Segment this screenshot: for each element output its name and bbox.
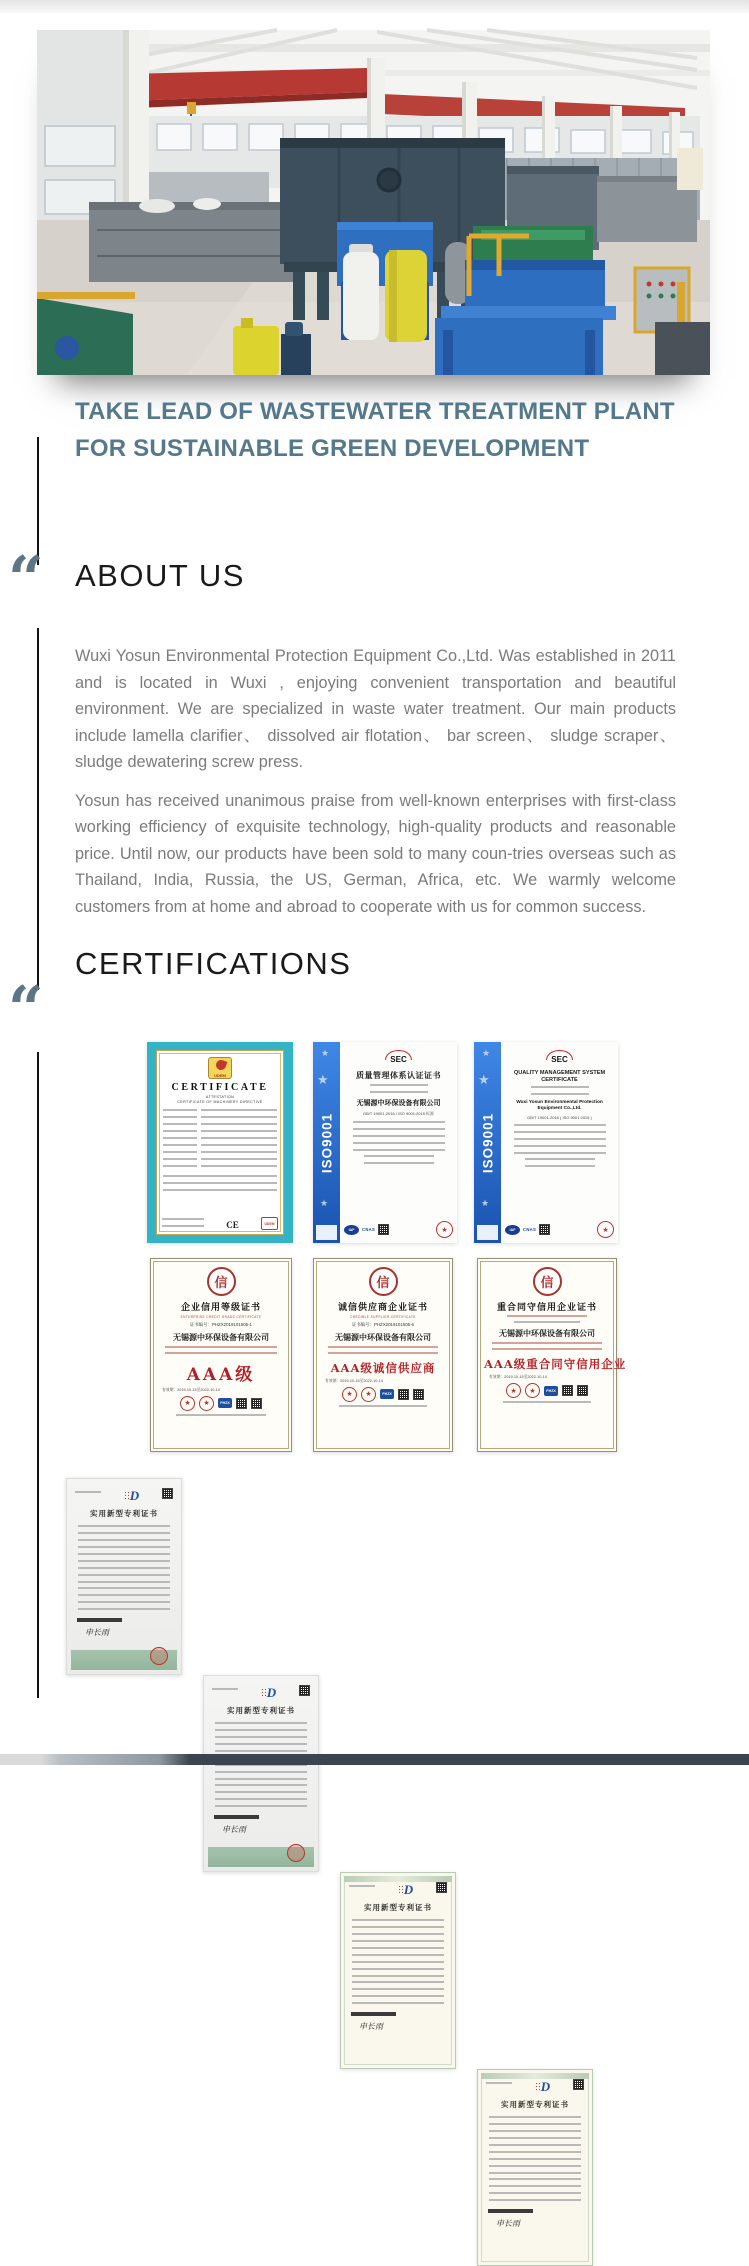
certificate-title: 实用新型专利证书 [501, 2100, 569, 2109]
hero-heading-line2: FOR SUSTAINABLE GREEN DEVELOPMENT [75, 435, 590, 462]
certificate-number: 证书编号：PHZX2019101505-1 [190, 1321, 252, 1327]
qr-code [378, 1224, 389, 1235]
credit-grade-value: AAA级重合同守信用企业 [484, 1357, 627, 1371]
red-seal-icon: ★ [436, 1221, 453, 1238]
red-seal-icon: ★ [597, 1221, 614, 1238]
micro-text-lines [163, 1109, 197, 1171]
commissioner-signature: 申长雨 [359, 2021, 383, 2031]
credit-grade-value: AAA级诚信供应商 [330, 1360, 436, 1375]
certificate-title: 实用新型专利证书 [90, 1509, 158, 1518]
credit-seal-icon: 信 [533, 1267, 562, 1296]
validity-period: 有效期：2019-10-15至2022-10-14 [162, 1387, 220, 1392]
red-stamp-icon: ★ [525, 1383, 540, 1398]
cnipa-logo: D [261, 1685, 276, 1701]
iso9001-side-band [474, 1042, 501, 1243]
certifications-section-title: CERTIFICATIONS [75, 946, 352, 981]
company-name: 无锡源中环保设备有限公司 [499, 1329, 595, 1338]
micro-text-lines [75, 1491, 101, 1496]
micro-text-lines [162, 1218, 204, 1230]
hero-heading [75, 393, 675, 467]
micro-text-lines [352, 1919, 444, 1977]
qr-code [398, 1389, 409, 1400]
quote-icon: “ [8, 972, 40, 1045]
star-icon: ★ [321, 1048, 330, 1058]
credit-seal-icon: 信 [207, 1267, 236, 1296]
cnipa-logo: D [398, 1882, 413, 1898]
ce-mark: CE [226, 1220, 239, 1230]
factory-photo [37, 30, 710, 375]
company-name: 无锡源中环保设备有限公司 [335, 1332, 431, 1342]
certificate-footer [484, 1383, 610, 1398]
qr-code [436, 1882, 447, 1893]
patent-header [486, 2079, 584, 2095]
red-seal-icon [150, 1647, 168, 1665]
red-seal-icon [287, 1844, 305, 1862]
micro-text-lines [328, 1346, 439, 1356]
commissioner-signature: 申长雨 [85, 1627, 109, 1637]
certificate-paper [156, 1050, 284, 1235]
validity-period: 有效期：2019-10-15至2022-10-14 [325, 1378, 383, 1383]
micro-text-lines [503, 1401, 591, 1405]
micro-text-lines [507, 1315, 588, 1318]
micro-text-lines [163, 1175, 277, 1191]
company-name: 无锡源中环保设备有限公司 [356, 1100, 441, 1107]
certificate-subtitle: ATTESTATION [205, 1094, 235, 1099]
phzx-logo: PHZX [544, 1386, 558, 1396]
udem-badge-icon: UDEM [261, 1217, 278, 1230]
qr-code [573, 2079, 584, 2090]
standard-reference: GB/T 19001-2016 ( ISO 9001:2015 ) [527, 1115, 592, 1120]
micro-text-lines [489, 2116, 581, 2174]
certificate-subtitle2: CERTIFICATE OF MACHINERY DIRECTIVE [177, 1100, 263, 1104]
iso9001-label: ISO9001 [480, 1112, 495, 1173]
commissioner-signature: 申长雨 [222, 1824, 246, 1834]
certificate-title: 企业信用等级证书 [180, 1302, 261, 1312]
cnas-logo: CNAS [362, 1227, 376, 1232]
micro-text-lines [489, 2178, 581, 2204]
star-icon: ★ [481, 1198, 490, 1208]
micro-text-lines [486, 2082, 512, 2087]
qr-code [251, 1398, 262, 1409]
cnas-logo: CNAS [523, 1227, 537, 1232]
phzx-logo: PHZX [380, 1389, 394, 1399]
micro-text-lines [165, 1346, 278, 1356]
micro-text-lines [212, 1688, 238, 1693]
cnipa-logo: D [124, 1488, 139, 1504]
redacted-bar [214, 1815, 259, 1819]
certificate-title: 实用新型专利证书 [364, 1903, 432, 1912]
vertical-rule-segment [37, 628, 39, 990]
cnipa-logo: D [535, 2079, 550, 2095]
factory-photo-illustration [37, 30, 710, 375]
certificate-footer [505, 1221, 614, 1238]
phzx-logo: PHZX [218, 1398, 232, 1408]
certificate-credit-grade [150, 1258, 292, 1452]
micro-text-table [163, 1109, 277, 1171]
certificate-contract-credit [477, 1258, 627, 1452]
micro-text-lines [492, 1342, 603, 1352]
certificate-patent-4 [477, 2069, 593, 2266]
red-stamp-icon: ★ [342, 1387, 357, 1402]
micro-text-lines [215, 1784, 307, 1810]
certificate-number: 证书编号：PHZX2019101505-6 [352, 1321, 414, 1327]
iso9001-side-band [313, 1042, 340, 1243]
certificate-machinery-directive [147, 1042, 293, 1243]
certificate-footer [162, 1217, 278, 1230]
micro-text-lines [525, 1158, 595, 1170]
hero-heading-line1: TAKE LEAD OF WASTEWATER TREATMENT PLANT [75, 398, 675, 425]
footer-band [0, 1754, 749, 1765]
band-corner-tag [316, 1225, 337, 1240]
certificate-title: QUALITY MANAGEMENT SYSTEM CERTIFICATE [513, 1070, 606, 1083]
micro-text-lines [339, 1405, 427, 1409]
commissioner-signature: 申长雨 [496, 2218, 520, 2228]
validity-period: 有效期：2019-10-15至2022-10-14 [489, 1375, 547, 1379]
iaf-logo: IAF [505, 1225, 520, 1235]
vertical-rule-segment [37, 1052, 39, 1698]
certificate-footer [320, 1387, 446, 1402]
company-name: Wuxi Yosun Environmental Protection Equipment Co.,Ltd. [516, 1100, 603, 1111]
qr-code [539, 1224, 550, 1235]
certificate-subtitle: CREDIBLE SUPPLIER CERTIFICATE [350, 1314, 416, 1319]
band-corner-tag [477, 1225, 498, 1240]
micro-text-lines [514, 1124, 606, 1154]
micro-text-lines [176, 1414, 266, 1418]
micro-text-lines [514, 1321, 580, 1324]
credit-grade-value: AAA级 [186, 1364, 256, 1385]
micro-text-lines [370, 1084, 428, 1093]
certificate-title: CERTIFICATE [171, 1082, 269, 1093]
micro-text-lines [349, 1885, 375, 1890]
certificate-title: 质量管理体系认证证书 [356, 1071, 441, 1080]
about-text [75, 643, 676, 920]
patent-header [75, 1488, 173, 1504]
red-stamp-icon: ★ [180, 1396, 195, 1411]
qr-code [236, 1398, 247, 1409]
udem-logo [208, 1057, 232, 1079]
certificate-subtitle: ENTERPRISE CREDIT GRADE CERTIFICATE [180, 1314, 262, 1319]
star-icon: ★ [320, 1198, 329, 1208]
micro-text-lines [531, 1086, 589, 1095]
certificate-patent-3 [340, 1872, 456, 2069]
star-icon: ★ [317, 1072, 329, 1087]
about-paragraph-1: Wuxi Yosun Environmental Protection Equipment Co.,Ltd. Was established in 2011 and is located in Wuxi , enjoying convenient transportation and beautiful environment. We are specialized in waste water treatment. Our main products include lamella clarifier、 dissolved air flotation、 bar screen、 sludge scraper、 sludge dewatering screw press. [75, 647, 676, 771]
certificate-title: 重合同守信用企业证书 [496, 1302, 597, 1312]
certificate-title: 实用新型专利证书 [227, 1706, 295, 1715]
standard-reference: GB/T 19001-2016 / ISO 9001:2015 标准 [362, 1111, 435, 1116]
qr-code [162, 1488, 173, 1499]
patent-header [349, 1882, 447, 1898]
micro-text-lines [201, 1109, 277, 1171]
certificate-paper [501, 1042, 618, 1243]
micro-text-lines [353, 1121, 445, 1151]
qr-code [562, 1385, 573, 1396]
certificate-paper [340, 1042, 457, 1243]
certificate-patent-1 [66, 1478, 182, 1675]
red-stamp-icon: ★ [506, 1383, 521, 1398]
qr-code [577, 1385, 588, 1396]
quote-icon: “ [8, 542, 40, 615]
iso9001-label: ISO9001 [319, 1112, 334, 1173]
certificate-iso9001-en [474, 1042, 618, 1243]
certificate-footer [157, 1396, 285, 1411]
redacted-bar [351, 2012, 396, 2016]
qr-code [413, 1389, 424, 1400]
top-section-divider [0, 0, 749, 13]
about-section-title: ABOUT US [75, 558, 245, 593]
certificate-patent-2 [203, 1675, 319, 1872]
micro-text-lines [364, 1155, 434, 1169]
certificate-credible-supplier [313, 1258, 453, 1452]
redacted-bar [77, 1618, 122, 1622]
udem-logo-label: UDEM [214, 1073, 226, 1078]
red-stamp-icon: ★ [361, 1387, 376, 1402]
micro-text-lines [352, 1981, 444, 2007]
micro-text-lines [78, 1525, 170, 1583]
sec-logo: SEC [390, 1050, 406, 1064]
iaf-logo: IAF [344, 1225, 359, 1235]
redacted-bar [488, 2209, 533, 2213]
micro-text-lines [215, 1722, 307, 1780]
sec-logo: SEC [551, 1050, 567, 1064]
star-icon: ★ [478, 1072, 490, 1087]
certificate-footer [344, 1221, 453, 1238]
credit-seal-icon: 信 [369, 1267, 398, 1296]
red-stamp-icon: ★ [199, 1396, 214, 1411]
about-paragraph-2: Yosun has received unanimous praise from well-known enterprises with first-class working efficiency of exquisite technology, high-quality products and reasonable price. Until now, our products have been sold to many coun-tries overseas such as Thailand, India, Russia, the US, German, Africa, etc. We warmly welcome customers from at home and abroad to cooperate with us for common success. [75, 791, 676, 916]
company-name: 无锡源中环保设备有限公司 [173, 1332, 269, 1342]
star-icon: ★ [482, 1048, 491, 1058]
certificate-title: 诚信供应商企业证书 [337, 1302, 428, 1312]
micro-text-lines [78, 1587, 170, 1613]
certificate-iso9001-cn [313, 1042, 457, 1243]
patent-header [212, 1685, 310, 1701]
qr-code [299, 1685, 310, 1696]
